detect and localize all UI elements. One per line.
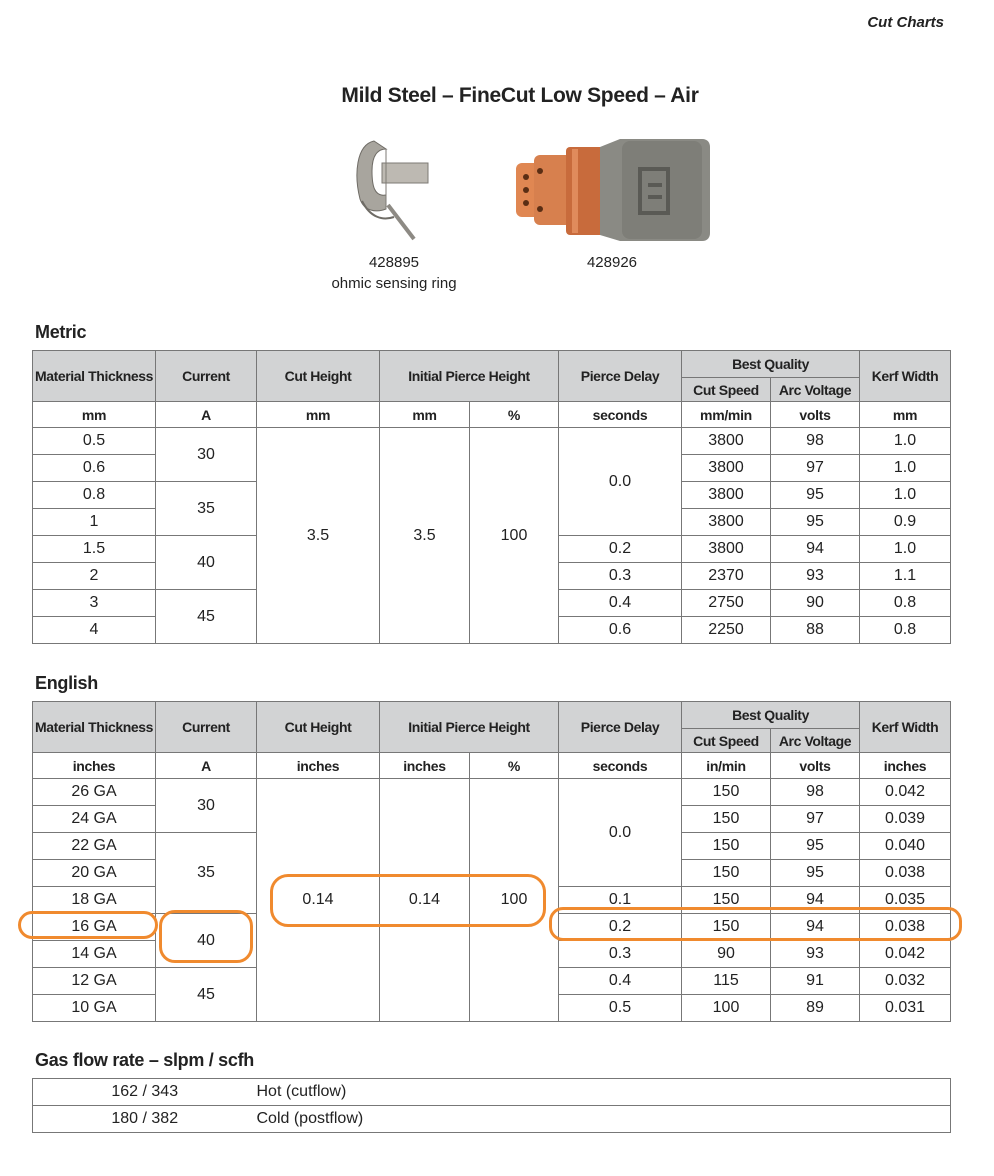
pierce-delay-cell: 0.4	[559, 590, 682, 617]
kerf-cell: 0.038	[860, 860, 951, 887]
unit-cell: A	[156, 753, 257, 779]
col-pierce-delay: Pierce Delay	[559, 351, 682, 402]
highlight-16ga-row-oval	[549, 907, 962, 941]
unit-cell: volts	[771, 753, 860, 779]
table-row	[33, 779, 951, 806]
iph-value-cell: 3.5	[380, 428, 470, 644]
arc-voltage-cell: 89	[771, 995, 860, 1022]
pierce-delay-cell: 0.6	[559, 617, 682, 644]
kerf-cell: 0.040	[860, 833, 951, 860]
cut-height-cell: 0.14	[257, 779, 380, 1022]
col-material-thickness: Material Thickness	[33, 702, 156, 753]
metric-heading: Metric	[35, 322, 87, 342]
unit-cell: %	[470, 753, 559, 779]
cut-speed-cell: 3800	[682, 509, 771, 536]
thickness-cell: 1.5	[33, 536, 156, 563]
kerf-cell: 0.9	[860, 509, 951, 536]
col-cut-speed: Cut Speed	[682, 729, 771, 753]
arc-voltage-cell: 98	[771, 428, 860, 455]
kerf-cell: 1.0	[860, 428, 951, 455]
pierce-delay-cell: 0.1	[559, 887, 682, 914]
kerf-cell: 0.8	[860, 617, 951, 644]
thickness-cell: 2	[33, 563, 156, 590]
col-pierce-delay: Pierce Delay	[559, 702, 682, 753]
part-name-428895: ohmic sensing ring	[331, 275, 457, 292]
cut-speed-cell: 150	[682, 779, 771, 806]
thickness-cell: 22 GA	[33, 833, 156, 860]
current-cell: 45	[156, 968, 257, 1022]
arc-voltage-cell: 97	[771, 806, 860, 833]
thickness-cell: 10 GA	[33, 995, 156, 1022]
cut-speed-cell: 3800	[682, 455, 771, 482]
current-cell: 30	[156, 428, 257, 482]
unit-cell: volts	[771, 402, 860, 428]
pierce-delay-cell: 0.0	[559, 428, 682, 536]
iph-value-cell: 0.14	[380, 779, 470, 1022]
highlight-heights-oval	[270, 874, 546, 927]
cut-height-cell: 3.5	[257, 428, 380, 644]
arc-voltage-cell: 95	[771, 509, 860, 536]
cut-speed-cell: 2750	[682, 590, 771, 617]
col-material-thickness: Material Thickness	[33, 351, 156, 402]
thickness-cell: 0.5	[33, 428, 156, 455]
arc-voltage-cell: 91	[771, 968, 860, 995]
table-row	[33, 428, 951, 455]
pierce-delay-cell: 0.3	[559, 563, 682, 590]
current-cell: 35	[156, 482, 257, 536]
kerf-cell: 0.035	[860, 887, 951, 914]
arc-voltage-cell: 88	[771, 617, 860, 644]
col-cut-height: Cut Height	[257, 351, 380, 402]
kerf-cell: 0.042	[860, 779, 951, 806]
current-cell: 35	[156, 833, 257, 914]
unit-cell: mm	[33, 402, 156, 428]
thickness-cell: 1	[33, 509, 156, 536]
arc-voltage-cell: 93	[771, 941, 860, 968]
col-arc-voltage: Arc Voltage	[771, 378, 860, 402]
col-best-quality: Best Quality	[682, 351, 860, 378]
kerf-cell: 0.042	[860, 941, 951, 968]
kerf-cell: 0.032	[860, 968, 951, 995]
iph-percent-cell: 100	[470, 428, 559, 644]
thickness-cell: 18 GA	[33, 887, 156, 914]
current-cell: 45	[156, 590, 257, 644]
col-current: Current	[156, 702, 257, 753]
page-title: Mild Steel – FineCut Low Speed – Air	[341, 84, 699, 107]
units-row	[33, 402, 951, 428]
cut-speed-cell: 150	[682, 914, 771, 941]
gas-value-cell: 180 / 382	[33, 1106, 257, 1133]
col-cut-speed: Cut Speed	[682, 378, 771, 402]
cut-speed-cell: 2370	[682, 563, 771, 590]
thickness-cell: 12 GA	[33, 968, 156, 995]
gas-label-cell: Cold (postflow)	[257, 1106, 951, 1133]
kerf-cell: 0.031	[860, 995, 951, 1022]
arc-voltage-cell: 94	[771, 887, 860, 914]
highlight-16ga-oval	[18, 911, 158, 939]
col-kerf-width: Kerf Width	[860, 351, 951, 402]
cut-speed-cell: 2250	[682, 617, 771, 644]
arc-voltage-cell: 94	[771, 536, 860, 563]
unit-cell: mm/min	[682, 402, 771, 428]
col-arc-voltage: Arc Voltage	[771, 729, 860, 753]
thickness-cell: 20 GA	[33, 860, 156, 887]
cut-speed-cell: 150	[682, 887, 771, 914]
arc-voltage-cell: 97	[771, 455, 860, 482]
col-initial-pierce-height: Initial Pierce Height	[380, 351, 559, 402]
cut-speed-cell: 150	[682, 860, 771, 887]
current-cell: 40	[156, 536, 257, 590]
thickness-cell: 14 GA	[33, 941, 156, 968]
kerf-cell: 0.8	[860, 590, 951, 617]
pierce-delay-cell: 0.4	[559, 968, 682, 995]
col-cut-height: Cut Height	[257, 702, 380, 753]
arc-voltage-cell: 95	[771, 833, 860, 860]
arc-voltage-cell: 90	[771, 590, 860, 617]
unit-cell: in/min	[682, 753, 771, 779]
table-row	[33, 1106, 951, 1133]
unit-cell: seconds	[559, 402, 682, 428]
cut-speed-cell: 100	[682, 995, 771, 1022]
gas-value-cell: 162 / 343	[33, 1079, 257, 1106]
cut-speed-cell: 90	[682, 941, 771, 968]
units-row	[33, 753, 951, 779]
thickness-cell: 0.8	[33, 482, 156, 509]
cut-speed-cell: 3800	[682, 428, 771, 455]
pierce-delay-cell: 0.5	[559, 995, 682, 1022]
col-best-quality: Best Quality	[682, 702, 860, 729]
cut-speed-cell: 115	[682, 968, 771, 995]
unit-cell: inches	[33, 753, 156, 779]
iph-percent-cell: 100	[470, 779, 559, 1022]
nozzle-shield-image	[512, 137, 712, 243]
kerf-cell: 1.0	[860, 536, 951, 563]
cut-speed-cell: 3800	[682, 536, 771, 563]
english-heading: English	[35, 673, 98, 693]
table-row	[33, 1079, 951, 1106]
current-cell: 40	[156, 914, 257, 968]
arc-voltage-cell: 93	[771, 563, 860, 590]
pierce-delay-cell: 0.3	[559, 941, 682, 968]
highlight-current-40-oval	[159, 910, 253, 963]
cut-speed-cell: 150	[682, 833, 771, 860]
kerf-cell: 0.039	[860, 806, 951, 833]
kerf-cell: 1.0	[860, 455, 951, 482]
arc-voltage-cell: 95	[771, 482, 860, 509]
unit-cell: A	[156, 402, 257, 428]
unit-cell: inches	[257, 753, 380, 779]
section-header: Cut Charts	[867, 14, 944, 31]
kerf-cell: 1.1	[860, 563, 951, 590]
thickness-cell: 3	[33, 590, 156, 617]
col-current: Current	[156, 351, 257, 402]
unit-cell: inches	[380, 753, 470, 779]
arc-voltage-cell: 98	[771, 779, 860, 806]
gas-table	[32, 1078, 951, 1133]
kerf-cell: 0.038	[860, 914, 951, 941]
cut-speed-cell: 3800	[682, 482, 771, 509]
part-number-428926: 428926	[586, 254, 638, 271]
unit-cell: mm	[380, 402, 470, 428]
thickness-cell: 26 GA	[33, 779, 156, 806]
cut-speed-cell: 150	[682, 806, 771, 833]
arc-voltage-cell: 95	[771, 860, 860, 887]
col-kerf-width: Kerf Width	[860, 702, 951, 753]
part-number-428895: 428895	[368, 254, 420, 271]
pierce-delay-cell: 0.2	[559, 914, 682, 941]
ohmic-ring-image	[352, 135, 436, 243]
pierce-delay-cell: 0.2	[559, 536, 682, 563]
pierce-delay-cell: 0.0	[559, 779, 682, 887]
col-initial-pierce-height: Initial Pierce Height	[380, 702, 559, 753]
thickness-cell: 16 GA	[33, 914, 156, 941]
thickness-cell: 24 GA	[33, 806, 156, 833]
gas-label-cell: Hot (cutflow)	[257, 1079, 951, 1106]
thickness-cell: 4	[33, 617, 156, 644]
english-table	[32, 701, 951, 1022]
gas-heading: Gas flow rate – slpm / scfh	[35, 1050, 254, 1070]
unit-cell: %	[470, 402, 559, 428]
kerf-cell: 1.0	[860, 482, 951, 509]
unit-cell: seconds	[559, 753, 682, 779]
unit-cell: inches	[860, 753, 951, 779]
metric-table	[32, 350, 951, 644]
unit-cell: mm	[257, 402, 380, 428]
current-cell: 30	[156, 779, 257, 833]
thickness-cell: 0.6	[33, 455, 156, 482]
unit-cell: mm	[860, 402, 951, 428]
arc-voltage-cell: 94	[771, 914, 860, 941]
